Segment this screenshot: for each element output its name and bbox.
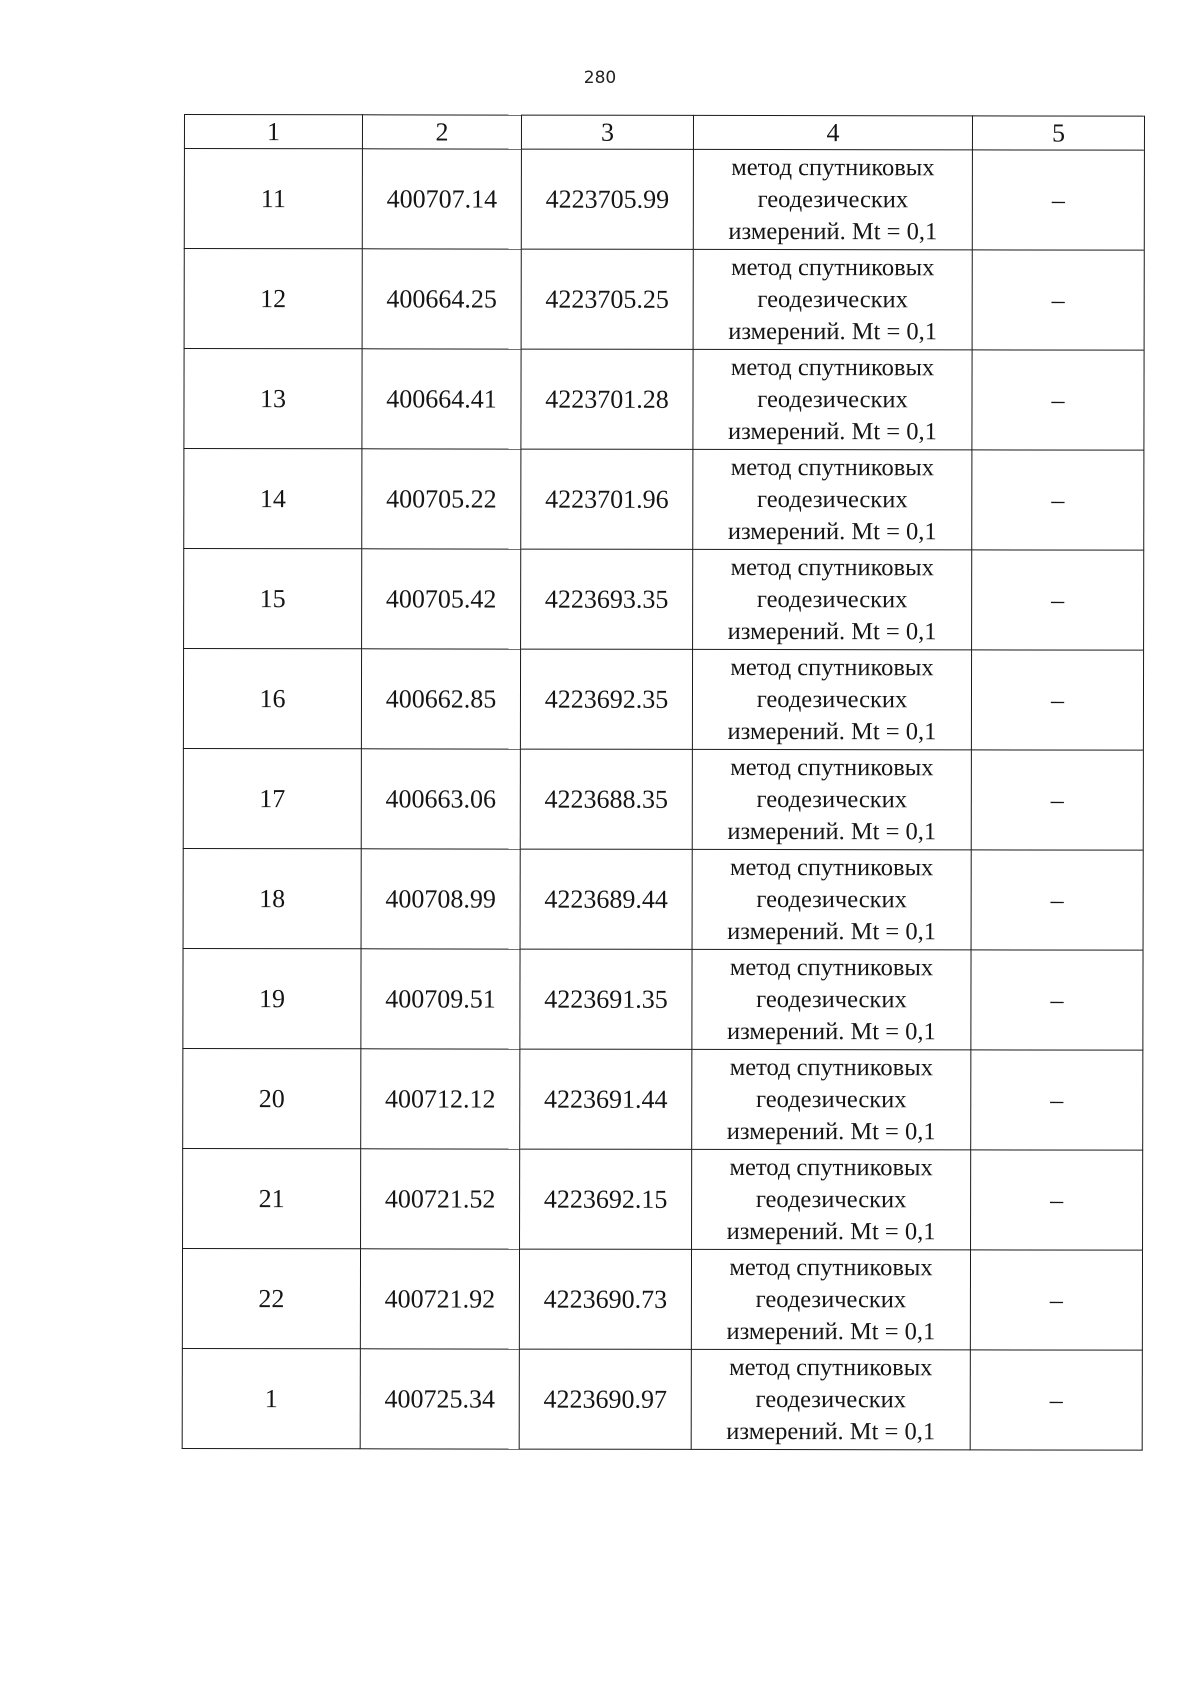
- method-text-line: геодезических: [757, 485, 908, 513]
- table-row: [183, 948, 1143, 1050]
- table-header: [184, 115, 1144, 151]
- method-text-line: измерений. Mt = 0,1: [728, 417, 937, 445]
- y-coordinate-cell: 4223691.44: [520, 1049, 692, 1149]
- point-number-cell: 16: [183, 649, 361, 749]
- page-number: 280: [583, 68, 617, 88]
- x-coordinate-cell: 400725.34: [360, 1349, 519, 1449]
- method-cell: [693, 549, 972, 649]
- method-text-line: метод спутниковых: [729, 1253, 933, 1281]
- y-coordinate-cell: 4223690.73: [519, 1249, 691, 1349]
- x-coordinate-cell: 400721.52: [361, 1149, 520, 1249]
- table-row: [184, 449, 1144, 551]
- method-cell: [693, 249, 972, 349]
- method-text-line: метод спутниковых: [729, 1053, 933, 1081]
- method-text-line: геодезических: [755, 1085, 907, 1113]
- method-text-line: метод спутниковых: [730, 353, 935, 381]
- method-text-line: измерений. Mt = 0,1: [727, 817, 937, 845]
- y-coordinate-cell: 4223705.25: [521, 249, 693, 349]
- note-cell: –: [972, 150, 1144, 250]
- point-number-cell: 22: [182, 1248, 360, 1348]
- method-text-line: метод спутниковых: [729, 953, 934, 981]
- x-coordinate-cell: 400709.51: [361, 949, 520, 1049]
- x-coordinate-cell: 400707.14: [362, 149, 521, 249]
- method-text-line: метод спутниковых: [730, 553, 934, 581]
- table-row: [184, 149, 1144, 251]
- point-number-cell: 19: [183, 948, 361, 1048]
- method-text-line: измерений. Mt = 0,1: [726, 1417, 936, 1445]
- table-row: [183, 848, 1143, 950]
- point-number-cell: 11: [184, 149, 362, 249]
- method-text-line: геодезических: [757, 185, 909, 213]
- note-cell: –: [972, 250, 1144, 350]
- table-row: [183, 1148, 1143, 1250]
- method-text-line: измерений. Mt = 0,1: [728, 217, 938, 245]
- y-coordinate-cell: 4223693.35: [521, 549, 693, 649]
- note-cell: –: [971, 750, 1143, 850]
- column-header-4: 4: [693, 115, 972, 149]
- method-text-line: геодезических: [756, 885, 907, 913]
- method-text-line: измерений. Mt = 0,1: [727, 717, 937, 745]
- method-text-line: измерений. Mt = 0,1: [726, 1017, 936, 1045]
- method-text-line: измерений. Mt = 0,1: [727, 917, 937, 945]
- y-coordinate-cell: 4223691.35: [520, 949, 692, 1049]
- method-text-line: измерений. Mt = 0,1: [727, 517, 937, 545]
- method-text-line: геодезических: [756, 985, 907, 1013]
- note-cell: –: [972, 450, 1144, 550]
- y-coordinate-cell: 4223705.99: [521, 149, 693, 249]
- coordinates-table: [182, 114, 1145, 1451]
- method-text-line: метод спутниковых: [730, 453, 935, 481]
- method-text-line: геодезических: [755, 1385, 907, 1413]
- note-cell: –: [972, 350, 1144, 450]
- method-text-line: метод спутниковых: [731, 153, 935, 181]
- note-cell: –: [970, 1350, 1142, 1450]
- method-text-line: измерений. Mt = 0,1: [728, 317, 938, 345]
- method-text-line: измерений. Mt = 0,1: [726, 1117, 936, 1145]
- y-coordinate-cell: 4223689.44: [520, 849, 692, 949]
- table-row: [183, 649, 1143, 751]
- table-row: [184, 349, 1144, 451]
- method-cell: [693, 149, 972, 249]
- y-coordinate-cell: 4223688.35: [520, 749, 692, 849]
- column-header-5: 5: [972, 116, 1144, 150]
- method-cell: [691, 1249, 970, 1349]
- column-header-2: 2: [362, 115, 521, 149]
- note-cell: –: [971, 850, 1143, 950]
- method-text-line: измерений. Mt = 0,1: [727, 617, 937, 645]
- note-cell: –: [971, 1050, 1143, 1150]
- method-text-line: геодезических: [756, 585, 908, 613]
- table-row: [184, 249, 1144, 351]
- method-text-line: геодезических: [757, 285, 908, 313]
- method-text-line: геодезических: [756, 685, 908, 713]
- method-text-line: метод спутниковых: [729, 1153, 933, 1181]
- column-header-1: 1: [184, 115, 362, 149]
- point-number-cell: 15: [184, 549, 362, 649]
- note-cell: –: [971, 1150, 1143, 1250]
- method-text-line: измерений. Mt = 0,1: [726, 1217, 936, 1245]
- table-body: [182, 149, 1144, 1451]
- table-row: [182, 1248, 1142, 1350]
- table-row: [183, 748, 1143, 850]
- point-number-cell: 13: [184, 349, 362, 449]
- column-header-3: 3: [521, 115, 693, 149]
- method-cell: [692, 749, 971, 849]
- method-cell: [693, 449, 972, 549]
- y-coordinate-cell: 4223692.15: [520, 1149, 692, 1249]
- coordinates-table-wrapper: [182, 114, 1144, 1451]
- point-number-cell: 1: [182, 1348, 360, 1448]
- x-coordinate-cell: 400662.85: [361, 649, 520, 749]
- method-cell: [692, 1049, 971, 1149]
- note-cell: –: [971, 950, 1143, 1050]
- point-number-cell: 14: [184, 449, 362, 549]
- method-text-line: метод спутниковых: [731, 253, 935, 281]
- x-coordinate-cell: 400664.41: [362, 349, 521, 449]
- method-text-line: геодезических: [755, 1285, 907, 1313]
- x-coordinate-cell: 400712.12: [361, 1049, 520, 1149]
- y-coordinate-cell: 4223701.28: [521, 349, 693, 449]
- x-coordinate-cell: 400663.06: [361, 749, 520, 849]
- method-text-line: геодезических: [757, 385, 908, 413]
- method-text-line: метод спутниковых: [729, 1353, 933, 1381]
- method-cell: [693, 349, 972, 449]
- table-row: [182, 1348, 1142, 1450]
- method-cell: [692, 649, 971, 749]
- note-cell: –: [970, 1250, 1142, 1350]
- method-text-line: измерений. Mt = 0,1: [726, 1317, 936, 1345]
- x-coordinate-cell: 400705.42: [362, 549, 521, 649]
- table-row: [183, 1048, 1143, 1150]
- method-text-line: геодезических: [756, 785, 908, 813]
- method-text-line: метод спутниковых: [730, 653, 934, 681]
- y-coordinate-cell: 4223690.97: [519, 1349, 691, 1449]
- method-cell: [692, 1149, 971, 1249]
- point-number-cell: 18: [183, 848, 361, 948]
- method-cell: [692, 849, 971, 949]
- method-text-line: метод спутниковых: [730, 753, 934, 781]
- method-cell: [691, 1349, 970, 1449]
- method-text-line: геодезических: [755, 1185, 907, 1213]
- x-coordinate-cell: 400705.22: [362, 449, 521, 549]
- table-row: [184, 549, 1144, 651]
- point-number-cell: 12: [184, 249, 362, 349]
- x-coordinate-cell: 400708.99: [361, 849, 520, 949]
- note-cell: –: [971, 650, 1143, 750]
- method-text-line: метод спутниковых: [730, 853, 934, 881]
- y-coordinate-cell: 4223701.96: [521, 449, 693, 549]
- header-row: [184, 115, 1144, 151]
- point-number-cell: 17: [183, 748, 361, 848]
- point-number-cell: 20: [183, 1048, 361, 1148]
- point-number-cell: 21: [183, 1148, 361, 1248]
- note-cell: –: [972, 550, 1144, 650]
- y-coordinate-cell: 4223692.35: [520, 649, 692, 749]
- x-coordinate-cell: 400664.25: [362, 249, 521, 349]
- x-coordinate-cell: 400721.92: [360, 1249, 519, 1349]
- method-cell: [692, 949, 971, 1049]
